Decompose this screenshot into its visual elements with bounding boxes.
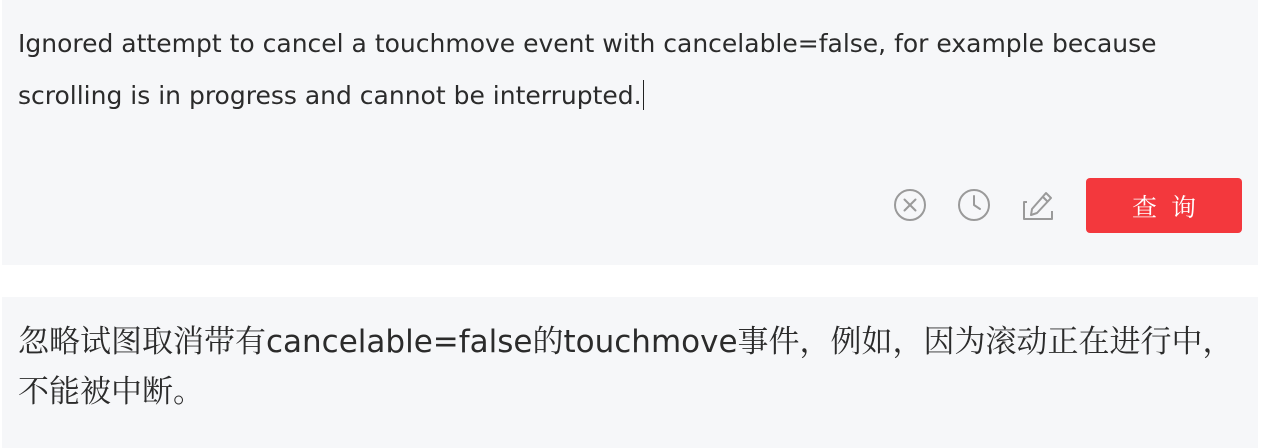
source-text-input[interactable] — [18, 18, 1242, 122]
pen-edit-icon — [1021, 188, 1055, 222]
close-circle-icon — [893, 188, 927, 222]
input-panel — [2, 0, 1258, 265]
edit-button[interactable] — [1021, 188, 1055, 222]
clear-button[interactable] — [893, 188, 927, 222]
query-button[interactable]: 查询 — [1086, 178, 1242, 233]
result-panel — [2, 297, 1258, 448]
history-button[interactable] — [957, 188, 991, 222]
clock-icon — [957, 188, 991, 222]
text-caret — [643, 80, 644, 110]
source-text: Ignored attempt to cancel a touchmove event with cancelable=false, for example because scrolling is in progress and cannot be interrupted. — [18, 29, 1157, 110]
translation-result: 忽略试图取消带有cancelable=false的touchmove事件，例如，因为滚动正在进行中，不能被中断。 — [18, 324, 1234, 410]
